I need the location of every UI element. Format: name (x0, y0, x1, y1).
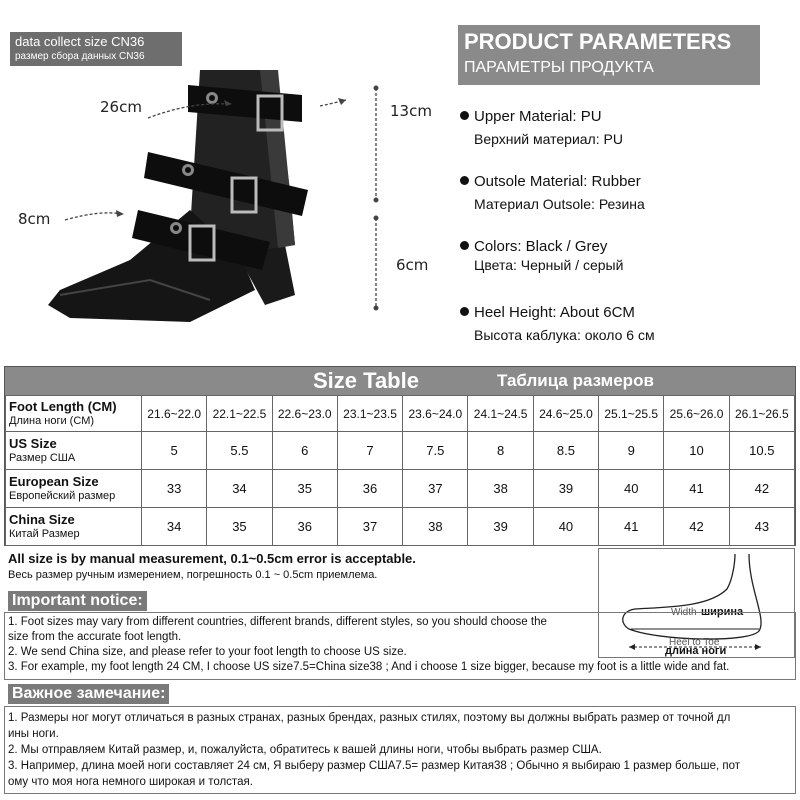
size-cell: 43 (729, 508, 794, 546)
heel-height-label: 6cm (396, 256, 429, 274)
row-header-ru: Длина ноги (CM) (9, 414, 95, 427)
size-cell: 26.1~26.5 (729, 396, 794, 432)
param-en: Upper Material: PU (474, 108, 602, 125)
size-cell: 39 (468, 508, 533, 546)
size-table-row (6, 396, 795, 432)
size-cell: 37 (403, 470, 468, 508)
row-header-ru: Размер США (9, 451, 76, 464)
size-cell: 38 (468, 470, 533, 508)
notice-line: 2. We send China size, and please refer to your foot length to choose US size. (8, 646, 407, 658)
shaft-height-label: 13cm (390, 102, 432, 120)
size-table-title: Size Table (313, 368, 419, 393)
manual-note-ru: Весь размер ручным измерением, погрешность 0.1 ~ 0.5cm приемлема. (8, 569, 378, 581)
size-cell: 35 (207, 508, 272, 546)
size-table-row (6, 508, 795, 546)
size-table-row (6, 470, 795, 508)
row-header-ru: Европейский размер (9, 489, 116, 502)
ankle-width-label: 8cm (18, 210, 51, 228)
heel-to-toe-label: Heel to Toe (669, 637, 720, 648)
size-cell: 34 (142, 508, 207, 546)
size-cell: 23.1~23.5 (337, 396, 402, 432)
row-header (6, 396, 142, 432)
size-cell: 42 (664, 508, 729, 546)
param-colors (460, 238, 623, 273)
row-header-en: US Size (9, 435, 57, 451)
size-cell: 40 (533, 508, 598, 546)
param-ru: Высота каблука: около 6 см (474, 327, 655, 343)
size-cell: 42 (729, 470, 794, 508)
size-cell: 21.6~22.0 (142, 396, 207, 432)
size-cell: 10.5 (729, 432, 794, 470)
shaft-circumference-label: 26cm (100, 98, 142, 116)
params-title-ru: ПАРАМЕТРЫ ПРОДУКТА (464, 59, 654, 76)
size-cell: 8 (468, 432, 533, 470)
params-title: PRODUCT PARAMETERS (464, 29, 732, 54)
param-ru: Материал Outsole: Резина (474, 196, 645, 212)
row-header (6, 470, 142, 508)
size-cell: 10 (664, 432, 729, 470)
size-cell: 36 (272, 508, 337, 546)
manual-note-en: All size is by manual measurement, 0.1~0.5cm error is acceptable. (8, 551, 416, 566)
size-table-header (5, 367, 795, 395)
size-cell: 5.5 (207, 432, 272, 470)
notice-ru-line: 2. Мы отправляем Китай размер, и, пожалуйста, обратитесь к вашей длины ноги, чтобы выбрать размер США. (8, 744, 602, 756)
size-cell: 37 (337, 508, 402, 546)
size-cell: 6 (272, 432, 337, 470)
param-en: Heel Height: About 6CM (474, 304, 635, 321)
size-cell: 5 (142, 432, 207, 470)
caption-line-en: data collect size CN36 (15, 34, 145, 49)
foot-length-ru: длина ноги (665, 645, 727, 657)
size-cell: 39 (533, 470, 598, 508)
size-cell: 40 (599, 470, 664, 508)
param-heel (460, 304, 655, 343)
size-cell: 7.5 (403, 432, 468, 470)
size-cell: 22.6~23.0 (272, 396, 337, 432)
size-cell: 25.6~26.0 (664, 396, 729, 432)
notice-line: size from the accurate foot length. (8, 631, 182, 643)
size-cell: 36 (337, 470, 402, 508)
product-parameters-header (458, 25, 760, 85)
size-cell: 24.1~24.5 (468, 396, 533, 432)
size-table-title-ru: Таблица размеров (497, 371, 654, 390)
manual-measurement-note (8, 550, 416, 583)
size-cell: 9 (599, 432, 664, 470)
size-cell: 41 (664, 470, 729, 508)
size-cell: 33 (142, 470, 207, 508)
size-cell: 8.5 (533, 432, 598, 470)
dimension-lines (0, 0, 460, 360)
size-cell: 23.6~24.0 (403, 396, 468, 432)
size-cell: 38 (403, 508, 468, 546)
param-en: Colors: Black / Grey (474, 238, 608, 255)
important-notice-text (8, 615, 796, 675)
param-en: Outsole Material: Rubber (474, 173, 641, 190)
important-notice-title: Important notice: (8, 591, 147, 611)
row-header-en: Foot Length (CM) (9, 398, 117, 414)
notice-line: 1. Foot sizes may vary from different countries, different brands, different styles, so you should choose the (8, 616, 547, 628)
size-cell: 34 (207, 470, 272, 508)
notice-line: 3. For example, my foot length 24 CM, I choose US size7.5=China size38 ; And i choose 1 size bigger, because my foot is a little wide and fat. (8, 661, 730, 673)
bullet-icon (460, 241, 469, 250)
bullet-icon (460, 176, 469, 185)
width-label: Width (671, 607, 697, 618)
param-ru: Верхний материал: PU (474, 131, 623, 147)
notice-ru-line: 3. Например, длина моей ноги составляет 24 см, Я выберу размер США7.5= размер Китая38 ; Обычно я выбираю 1 размер больше, пот (8, 760, 741, 772)
row-header-en: European Size (9, 473, 99, 489)
size-cell: 24.6~25.0 (533, 396, 598, 432)
param-upper (460, 108, 623, 147)
width-label-ru: ширина (701, 606, 744, 618)
size-cell: 7 (337, 432, 402, 470)
caption-line-ru: размер сбора данных CN36 (15, 51, 145, 62)
notice-ru-line: ины ноги. (8, 728, 59, 740)
bullet-icon (460, 307, 469, 316)
notice-ru-line: ому что моя нога немного широкая и толстая. (8, 776, 253, 788)
notice-ru-line: 1. Размеры ног могут отличаться в разных странах, разных брендах, разных стилях, поэтому вы должны выбрать размер от точной дл (8, 712, 731, 724)
size-cell: 22.1~22.5 (207, 396, 272, 432)
param-ru: Цвета: Черный / серый (474, 257, 624, 273)
size-cell: 25.1~25.5 (599, 396, 664, 432)
row-header-ru: Китай Размер (9, 527, 80, 540)
size-cell: 35 (272, 470, 337, 508)
size-cell: 41 (599, 508, 664, 546)
important-notice-ru-title: Важное замечание: (8, 684, 169, 704)
row-header (6, 508, 142, 546)
param-outsole (460, 173, 645, 212)
row-header (6, 432, 142, 470)
size-table (5, 395, 795, 546)
size-table-row (6, 432, 795, 470)
row-header-en: China Size (9, 511, 75, 527)
bullet-icon (460, 111, 469, 120)
important-notice-ru-text (8, 710, 796, 790)
